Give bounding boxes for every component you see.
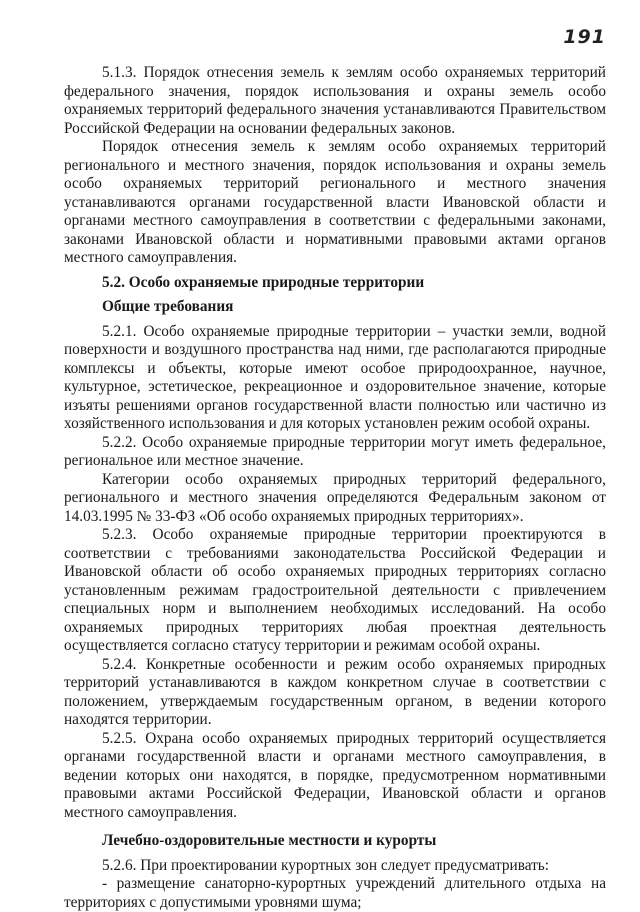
document-body bbox=[64, 64, 606, 912]
paragraph-5-2-6: 5.2.6. При проектировании курортных зон следует предусматривать: bbox=[102, 856, 550, 874]
subheading-resorts: Лечебно-оздоровительные местности и курорты bbox=[102, 832, 437, 849]
paragraph-5-2-5: 5.2.5. Охрана особо охраняемых природных территорий осуществляется органами государственной власти и органами местного самоуправления, в ведении которых они находятся, в порядке, предусмотренном нормативными правовыми актами Российской Федерации, Ивановской области и органов местного самоуправления. bbox=[64, 729, 606, 821]
paragraph-regional-order: Порядок отнесения земель к землям особо охраняемых территорий регионального и местного значения, порядок использования и охраны земель особо охраняемых территорий регионального и местного значения устанавливаются органами государственной власти Ивановской области и органами местного самоуправления в соответствии с федеральными законами, законами Ивановской области и нормативными правовыми актами органов местного самоуправления. bbox=[64, 138, 606, 266]
paragraph-categories: Категории особо охраняемых природных территорий федерального, регионального и местного значения определяются Федеральным законом от 14.03.1995 № 33-ФЗ «Об особо охраняемых природных территориях». bbox=[64, 470, 606, 525]
paragraph-5-2-3: 5.2.3. Особо охраняемые природные территории проектируются в соответствии с требованиями законодательства Российской Федерации и Ивановской области об особо охраняемых природных территориях согласно установленным режимам градостроительной деятельности с привлечением специальных норм и выполнением необходимых исследований. На особо охраняемых природных территориях любая проектная деятельность осуществляется согласно статусу территории и режимам особой охраны. bbox=[64, 526, 606, 654]
paragraph-5-2-4: 5.2.4. Конкретные особенности и режим особо охраняемых природных территорий устанавливаются в каждом конкретном случае в соответствии с положением, утверждаемым государственным органом, в ведении которого находятся территории. bbox=[64, 655, 606, 728]
subheading-general-requirements: Общие требования bbox=[102, 298, 234, 315]
section-heading-5-2: 5.2. Особо охраняемые природные территории bbox=[102, 273, 425, 291]
paragraph-5-1-3: 5.1.3. Порядок отнесения земель к землям особо охраняемых территорий федерального значения, порядок использования и охраны земель особо охраняемых территорий федерального значения устанавливаются Правительством Российской Федерации на основании федеральных законов. bbox=[64, 64, 606, 137]
list-item-sanatorium-placement: - размещение санаторно-курортных учреждений длительного отдыха на территориях с допустимыми уровнями шума; bbox=[64, 875, 606, 911]
paragraph-5-2-1: 5.2.1. Особо охраняемые природные территории – участки земли, водной поверхности и воздушного пространства над ними, где располагаются природные комплексы и объекты, которые имеют особое природоохранное, научное, культурное, эстетическое, рекреационное и оздоровительное значение, которые изъяты решениями органов государственной власти полностью или частично из хозяйственного использования и для которых установлен режим особой охраны. bbox=[64, 322, 606, 432]
page-number: 191 bbox=[563, 26, 606, 48]
paragraph-5-2-2: 5.2.2. Особо охраняемые природные территории могут иметь федеральное, региональное или местное значение. bbox=[64, 433, 606, 469]
